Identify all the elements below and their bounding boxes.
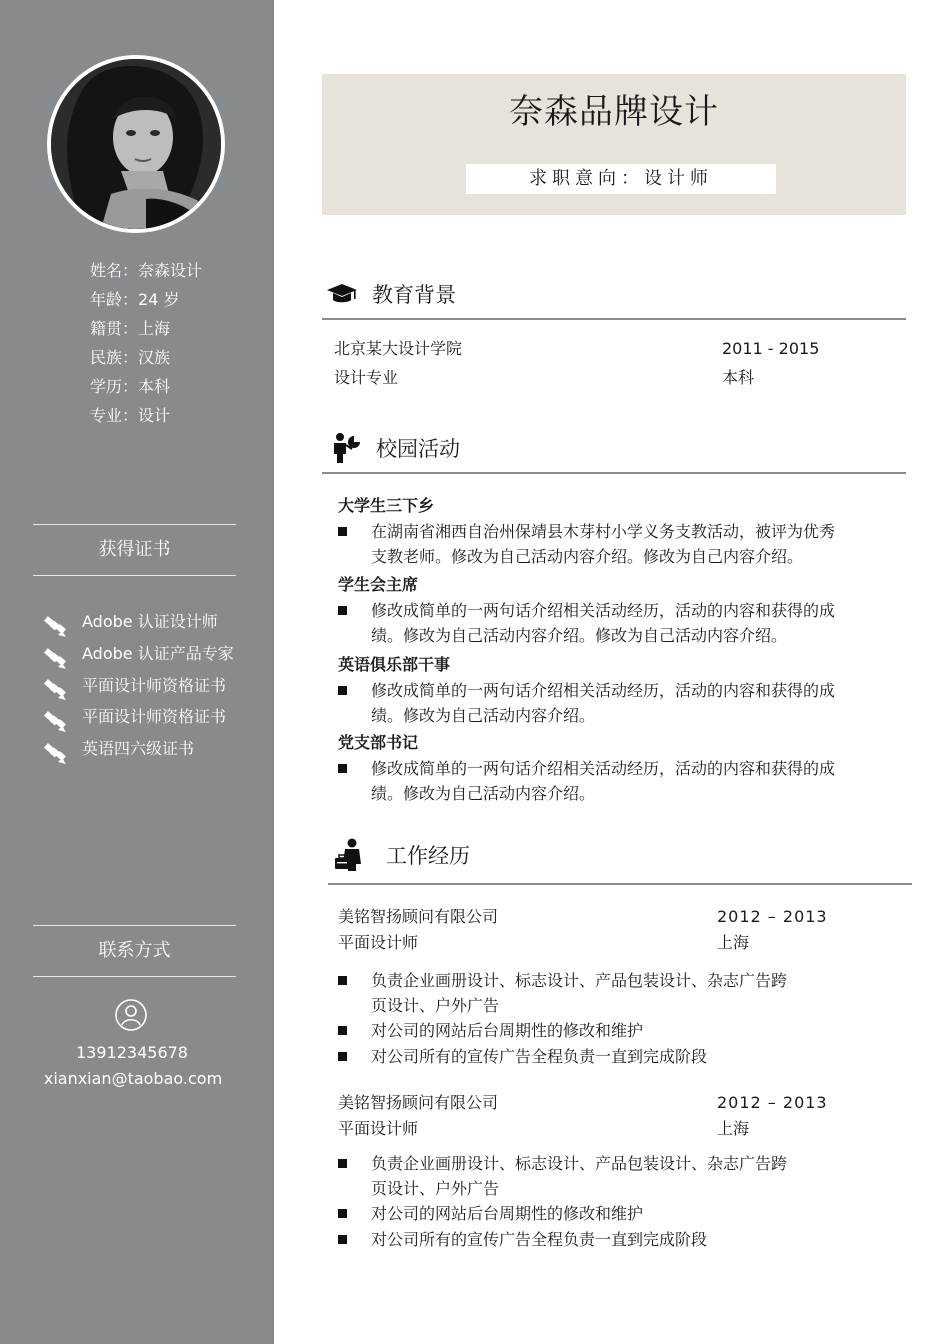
activity-item bbox=[338, 756, 848, 806]
businessman-icon bbox=[334, 838, 366, 872]
activity-title: 大学生三下乡 bbox=[338, 496, 435, 515]
info-ethnicity: 民族：汉族 bbox=[90, 348, 171, 367]
job-city: 上海 bbox=[717, 933, 750, 952]
certificates-heading: 获得证书 bbox=[33, 524, 236, 576]
job-position: 平面设计师 bbox=[338, 1119, 419, 1138]
activities-section-header bbox=[332, 432, 460, 464]
portrait-photo bbox=[51, 59, 221, 229]
info-education: 学历：本科 bbox=[90, 377, 171, 396]
job-duty-text: 负责企业画册设计、标志设计、产品包装设计、杂志广告跨页设计、户外广告 bbox=[371, 1154, 788, 1198]
bullet-square bbox=[338, 527, 347, 536]
bullet-square bbox=[338, 686, 347, 695]
activity-title: 学生会主席 bbox=[338, 575, 419, 594]
job-duty bbox=[338, 968, 788, 1018]
activity-item bbox=[338, 678, 848, 728]
bullet-square bbox=[338, 1209, 347, 1218]
education-section-header bbox=[326, 279, 456, 309]
satellite-icon bbox=[42, 742, 72, 766]
page-title: 奈森品牌设计 bbox=[509, 92, 719, 132]
certificate-label: 平面设计师资格证书 bbox=[82, 707, 227, 727]
satellite-icon bbox=[42, 647, 72, 671]
activity-desc: 修改成简单的一两句话介绍相关活动经历，活动的内容和获得的成绩。修改为自己活动内容介绍。 bbox=[371, 681, 836, 725]
satellite-icon bbox=[42, 615, 72, 639]
bullet-square bbox=[338, 764, 347, 773]
contact-email[interactable]: xianxian@taobao.com bbox=[43, 1069, 223, 1088]
activities-heading: 校园活动 bbox=[376, 437, 460, 461]
job-duty-text: 负责企业画册设计、标志设计、产品包装设计、杂志广告跨页设计、户外广告 bbox=[371, 971, 788, 1015]
job-company: 美铭智扬顾问有限公司 bbox=[338, 907, 499, 926]
info-name: 姓名：奈森设计 bbox=[90, 261, 203, 280]
activity-desc: 修改成简单的一两句话介绍相关活动经历，活动的内容和获得的成绩。修改为自己活动内容介绍。 bbox=[371, 759, 836, 803]
certificate-item bbox=[42, 668, 234, 700]
job-duty bbox=[338, 1227, 848, 1252]
contact-heading: 联系方式 bbox=[33, 925, 236, 977]
activity-desc: 修改成简单的一两句话介绍相关活动经历，活动的内容和获得的成绩。修改为自己活动内容介绍。修改为自己活动内容介绍。 bbox=[371, 601, 836, 645]
info-origin: 籍贯：上海 bbox=[90, 319, 171, 338]
certificate-label: 英语四六级证书 bbox=[82, 739, 195, 759]
work-divider bbox=[328, 883, 912, 885]
activity-desc: 在湖南省湘西自治州保靖县木芽村小学义务支教活动，被评为优秀支教老师。修改为自己活动内容介绍。修改为自己内容介绍。 bbox=[371, 522, 836, 566]
job-duty bbox=[338, 1018, 848, 1043]
education-degree: 本科 bbox=[722, 368, 755, 387]
activity-item bbox=[338, 598, 848, 648]
personal-info-list bbox=[90, 259, 202, 433]
education-divider bbox=[322, 318, 906, 320]
education-school: 北京某大设计学院 bbox=[334, 339, 463, 358]
job-duty-text: 对公司的网站后台周期性的修改和维护 bbox=[371, 1021, 644, 1040]
presenter-icon bbox=[332, 432, 362, 464]
header-box bbox=[322, 74, 906, 215]
contact-phone[interactable]: 13912345678 bbox=[76, 1043, 188, 1062]
satellite-icon bbox=[42, 678, 72, 702]
avatar bbox=[47, 55, 225, 233]
sidebar bbox=[0, 0, 274, 1344]
activities-divider bbox=[322, 472, 906, 474]
certificate-item bbox=[42, 732, 234, 764]
education-major: 设计专业 bbox=[334, 368, 399, 387]
job-years: 2012 – 2013 bbox=[717, 1093, 828, 1112]
job-objective: 求职意向：设计师 bbox=[466, 164, 776, 194]
user-icon bbox=[114, 998, 148, 1032]
job-years: 2012 – 2013 bbox=[717, 907, 828, 926]
certificate-label: Adobe 认证设计师 bbox=[82, 612, 218, 632]
activity-title: 党支部书记 bbox=[338, 733, 419, 752]
bullet-square bbox=[338, 1235, 347, 1244]
job-city: 上海 bbox=[717, 1119, 750, 1138]
bullet-square bbox=[338, 1026, 347, 1035]
satellite-icon bbox=[42, 710, 72, 734]
certificate-list bbox=[42, 605, 234, 763]
job-position: 平面设计师 bbox=[338, 933, 419, 952]
certificate-item bbox=[42, 637, 234, 669]
certificate-item bbox=[42, 700, 234, 732]
job-duty-text: 对公司所有的宣传广告全程负责一直到完成阶段 bbox=[371, 1230, 708, 1249]
job-duty bbox=[338, 1201, 848, 1226]
job-duty-text: 对公司所有的宣传广告全程负责一直到完成阶段 bbox=[371, 1047, 708, 1066]
education-years: 2011 - 2015 bbox=[722, 339, 820, 358]
bullet-square bbox=[338, 976, 347, 985]
job-duty-text: 对公司的网站后台周期性的修改和维护 bbox=[371, 1204, 644, 1223]
activity-title: 英语俱乐部干事 bbox=[338, 655, 451, 674]
info-age: 年龄：24 岁 bbox=[90, 290, 180, 309]
graduation-cap-icon bbox=[326, 281, 358, 307]
certificate-item bbox=[42, 605, 234, 637]
work-heading: 工作经历 bbox=[386, 844, 470, 868]
info-major: 专业：设计 bbox=[90, 406, 171, 425]
work-section-header bbox=[334, 838, 470, 872]
certificate-label: 平面设计师资格证书 bbox=[82, 675, 227, 695]
bullet-square bbox=[338, 606, 347, 615]
education-heading: 教育背景 bbox=[372, 283, 456, 307]
activity-item bbox=[338, 519, 848, 569]
bullet-square bbox=[338, 1052, 347, 1061]
job-duty bbox=[338, 1044, 848, 1069]
job-company: 美铭智扬顾问有限公司 bbox=[338, 1093, 499, 1112]
job-duty bbox=[338, 1151, 788, 1201]
certificate-label: Adobe 认证产品专家 bbox=[82, 644, 234, 664]
bullet-square bbox=[338, 1159, 347, 1168]
